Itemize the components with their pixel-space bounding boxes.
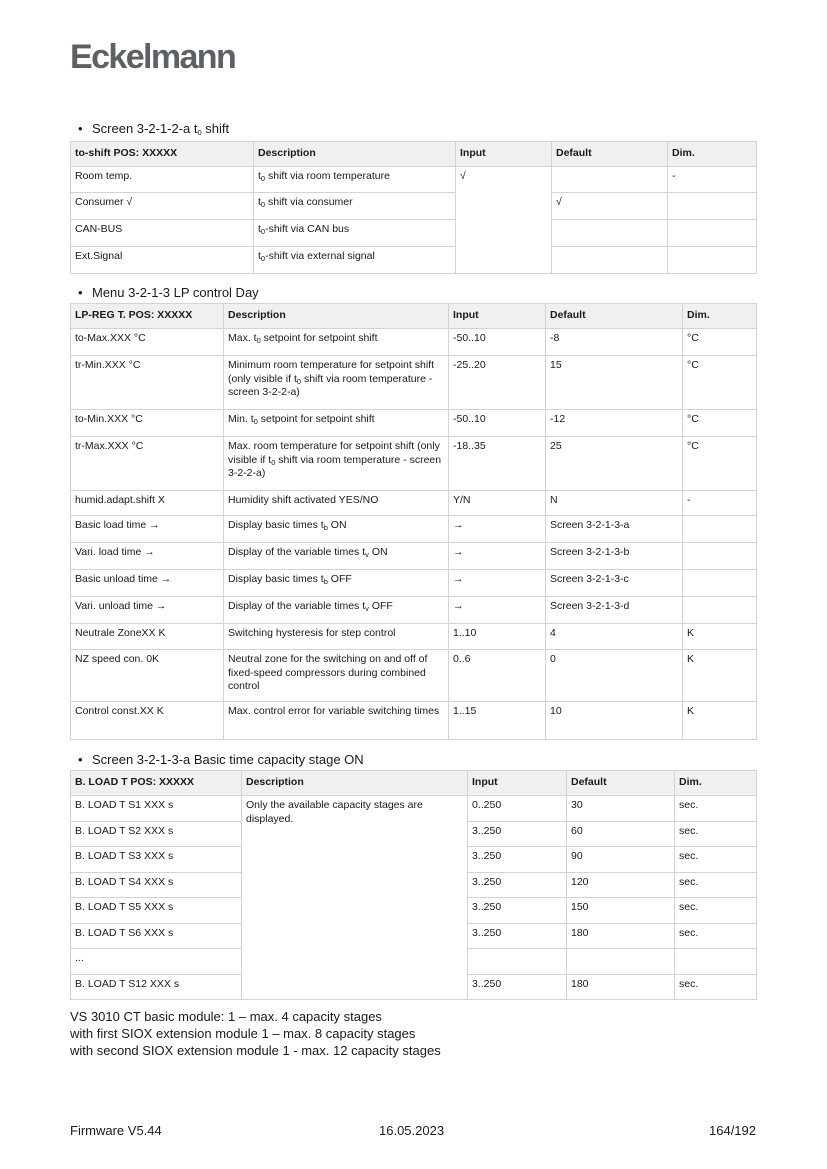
description-subscript: 0 — [253, 417, 258, 426]
description-cell — [224, 624, 449, 650]
description-cell — [254, 247, 456, 274]
section-t0-shift — [70, 120, 756, 274]
dim-cell — [683, 597, 757, 624]
header-row — [71, 771, 757, 796]
dim-cell: °C — [683, 410, 757, 437]
basic-time-table — [70, 770, 757, 1000]
description-text: t — [258, 196, 261, 208]
column-header: B. LOAD T POS: XXXXX — [71, 771, 242, 796]
column-header: Description — [254, 142, 456, 167]
description-text: Humidity shift activated YES/NO — [228, 494, 379, 506]
dim-cell — [668, 247, 757, 274]
column-header: Dim. — [668, 142, 757, 167]
input-cell — [468, 949, 567, 975]
footer-page-number: 164/192 — [709, 1123, 756, 1138]
description-subscript: 0 — [260, 200, 266, 209]
parameter-cell: Basic load time → — [71, 516, 224, 543]
dim-cell: °C — [683, 329, 757, 356]
description-text: Max. control error for variable switching times — [228, 705, 440, 717]
table-row — [71, 624, 757, 650]
description-cell — [254, 220, 456, 247]
input-cell: -50..10 — [449, 410, 546, 437]
description-subscript: v — [365, 550, 369, 559]
default-cell — [552, 247, 668, 274]
parameter-cell: tr-Min.XXX °C — [71, 356, 224, 410]
default-cell — [552, 220, 668, 247]
description-cell — [224, 516, 449, 543]
default-cell: 150 — [567, 898, 675, 924]
default-cell: -12 — [546, 410, 683, 437]
parameter-cell: to-Min.XXX °C — [71, 410, 224, 437]
lp-control-table — [70, 303, 757, 740]
parameter-cell: ... — [71, 949, 242, 975]
default-cell: 0 — [546, 650, 683, 702]
description-cell — [224, 597, 449, 624]
description-text: Minimum room temperature for setpoint shift (only visible if t — [228, 359, 434, 385]
description-text: shift via room temperature - screen 3-2-2-a) — [228, 453, 442, 479]
section-heading: • Screen 3-2-1-2-a $t_0$ shift — [78, 121, 230, 137]
description-text: shift via room temperature - screen 3-2-2-a) — [228, 372, 433, 398]
column-header: Default — [552, 142, 668, 167]
parameter-cell: Neutrale ZoneXX K — [71, 624, 224, 650]
description-cell — [224, 329, 449, 356]
table-row — [71, 570, 757, 597]
column-header: Input — [468, 771, 567, 796]
dim-cell: - — [683, 491, 757, 516]
description-cell — [224, 410, 449, 437]
description-cell — [224, 650, 449, 702]
description-text: Display of the variable times t — [228, 546, 366, 558]
default-cell: 90 — [567, 847, 675, 873]
input-cell: -18..35 — [449, 437, 546, 491]
column-header: Input — [456, 142, 552, 167]
default-cell: 10 — [546, 702, 683, 740]
description-text: -shift via CAN bus — [265, 223, 350, 235]
description-text: Neutral zone for the switching on and off of fixed-speed compressors during combined control — [228, 653, 428, 692]
description-cell — [254, 193, 456, 220]
description-text: setpoint for setpoint shift — [260, 332, 378, 344]
input-cell: → — [449, 597, 546, 624]
table-row — [71, 193, 757, 220]
dim-cell: K — [683, 624, 757, 650]
eckelmann-logo: Eckelmann — [70, 38, 236, 76]
parameter-cell: Vari. load time → — [71, 543, 224, 570]
description-text: Display of the variable times t — [228, 600, 366, 612]
table-row — [71, 796, 757, 822]
default-cell: 15 — [546, 356, 683, 410]
parameter-cell: Ext.Signal — [71, 247, 254, 274]
header-row — [71, 304, 757, 329]
description-subscript: 0 — [260, 227, 266, 236]
dim-cell — [675, 949, 757, 975]
description-text: Min. t — [228, 413, 254, 425]
default-cell: 25 — [546, 437, 683, 491]
section-heading: • Screen 3-2-1-3-a Basic time capacity stage ON — [78, 752, 364, 767]
parameter-cell: Basic unload time → — [71, 570, 224, 597]
description-text: shift via consumer — [265, 196, 353, 208]
dim-cell: sec. — [675, 872, 757, 898]
default-cell: Screen 3-2-1-3-a — [546, 516, 683, 543]
description-text: -shift via external signal — [265, 250, 375, 262]
default-cell — [552, 167, 668, 193]
default-cell — [567, 949, 675, 975]
dim-cell — [683, 516, 757, 543]
default-cell: Screen 3-2-1-3-d — [546, 597, 683, 624]
input-cell: 1..15 — [449, 702, 546, 740]
default-cell: 60 — [567, 821, 675, 847]
section-heading: • Menu 3-2-1-3 LP control Day — [78, 285, 259, 300]
input-cell: 3..250 — [468, 898, 567, 924]
description-text: ON — [327, 519, 347, 531]
table-row — [71, 650, 757, 702]
parameter-cell: Control const.XX K — [71, 702, 224, 740]
header-row — [71, 142, 757, 167]
column-header: to-shift POS: XXXXX — [71, 142, 254, 167]
parameter-cell: B. LOAD T S2 XXX s — [71, 821, 242, 847]
default-cell: √ — [552, 193, 668, 220]
footer-date: 16.05.2023 — [379, 1123, 445, 1138]
default-cell: 120 — [567, 872, 675, 898]
description-text: Switching hysteresis for step control — [228, 627, 396, 639]
parameter-cell: humid.adapt.shift X — [71, 491, 224, 516]
table-row — [71, 702, 757, 740]
description-cell — [224, 356, 449, 410]
parameter-cell: Room temp. — [71, 167, 254, 193]
parameter-cell: NZ speed con. 0K — [71, 650, 224, 702]
default-cell: -8 — [546, 329, 683, 356]
input-cell: 0..6 — [449, 650, 546, 702]
column-header: Default — [546, 304, 683, 329]
description-subscript: b — [323, 577, 328, 586]
parameter-cell: Vari. unload time → — [71, 597, 224, 624]
dim-cell: K — [683, 702, 757, 740]
parameter-cell: to-Max.XXX °C — [71, 329, 224, 356]
description-text: t — [258, 250, 261, 262]
t0-shift-table — [70, 141, 757, 274]
dim-cell: sec. — [675, 974, 757, 1000]
default-cell: 4 — [546, 624, 683, 650]
parameter-cell: tr-Max.XXX °C — [71, 437, 224, 491]
table-row — [71, 247, 757, 274]
description-text: Display basic times t — [228, 519, 324, 531]
description-text: OFF — [327, 573, 352, 585]
description-cell — [254, 167, 456, 193]
note-line: VS 3010 CT basic module: 1 – max. 4 capacity stages — [70, 1009, 382, 1024]
footer-firmware: Firmware V5.44 — [70, 1123, 162, 1138]
description-text: Display basic times t — [228, 573, 324, 585]
input-cell: -50..10 — [449, 329, 546, 356]
table-row — [71, 167, 757, 193]
input-cell: → — [449, 543, 546, 570]
table-row — [71, 437, 757, 491]
capacity-stage-notes — [70, 1008, 441, 1059]
input-cell: -25..20 — [449, 356, 546, 410]
parameter-cell: B. LOAD T S6 XXX s — [71, 923, 242, 949]
default-cell: 30 — [567, 796, 675, 822]
parameter-cell: B. LOAD T S1 XXX s — [71, 796, 242, 822]
parameter-cell: B. LOAD T S12 XXX s — [71, 974, 242, 1000]
column-header: LP-REG T. POS: XXXXX — [71, 304, 224, 329]
note-line: with first SIOX extension module 1 – max. 8 capacity stages — [70, 1026, 416, 1041]
column-header: Default — [567, 771, 675, 796]
description-cell — [224, 702, 449, 740]
column-header: Dim. — [675, 771, 757, 796]
description-text: t — [258, 223, 261, 235]
input-cell: → — [449, 516, 546, 543]
table-row — [71, 543, 757, 570]
description-subscript: 0 — [256, 336, 261, 345]
note-line: with second SIOX extension module 1 - max. 12 capacity stages — [70, 1043, 441, 1058]
dim-cell — [668, 220, 757, 247]
default-cell: Screen 3-2-1-3-b — [546, 543, 683, 570]
dim-cell: sec. — [675, 821, 757, 847]
input-cell: 0..250 — [468, 796, 567, 822]
column-header: Description — [224, 304, 449, 329]
parameter-cell: B. LOAD T S4 XXX s — [71, 872, 242, 898]
dim-cell: sec. — [675, 796, 757, 822]
dim-cell: sec. — [675, 898, 757, 924]
dim-cell: sec. — [675, 847, 757, 873]
parameter-cell: CAN-BUS — [71, 220, 254, 247]
dim-cell — [683, 543, 757, 570]
parameter-cell: B. LOAD T S3 XXX s — [71, 847, 242, 873]
section-lp-control-day — [70, 284, 756, 740]
input-cell: 3..250 — [468, 847, 567, 873]
dim-cell: - — [668, 167, 757, 193]
description-cell — [224, 570, 449, 597]
input-cell: √ — [456, 167, 552, 274]
description-cell: Only the available capacity stages are displayed. — [242, 796, 468, 1000]
description-cell — [224, 437, 449, 491]
description-text: Max. room temperature for setpoint shift (only visible if t — [228, 440, 440, 466]
column-header: Description — [242, 771, 468, 796]
default-cell: N — [546, 491, 683, 516]
dim-cell — [668, 193, 757, 220]
description-subscript: 0 — [260, 174, 266, 183]
column-header: Input — [449, 304, 546, 329]
dim-cell: °C — [683, 437, 757, 491]
parameter-cell: B. LOAD T S5 XXX s — [71, 898, 242, 924]
description-cell — [224, 543, 449, 570]
parameter-cell: Consumer √ — [71, 193, 254, 220]
input-cell: 3..250 — [468, 923, 567, 949]
dim-cell: sec. — [675, 923, 757, 949]
description-text: shift via room temperature — [265, 170, 390, 182]
table-row — [71, 220, 757, 247]
default-cell: Screen 3-2-1-3-c — [546, 570, 683, 597]
description-text: Max. t — [228, 332, 257, 344]
table-row — [71, 410, 757, 437]
default-cell: 180 — [567, 974, 675, 1000]
description-subscript: v — [365, 604, 369, 613]
table-row — [71, 597, 757, 624]
dim-cell — [683, 570, 757, 597]
table-row — [71, 516, 757, 543]
input-cell: → — [449, 570, 546, 597]
input-cell: Y/N — [449, 491, 546, 516]
description-cell — [224, 491, 449, 516]
column-header: Dim. — [683, 304, 757, 329]
section-basic-time-capacity — [70, 751, 756, 1000]
description-text: OFF — [368, 600, 393, 612]
dim-cell: K — [683, 650, 757, 702]
dim-cell: °C — [683, 356, 757, 410]
description-subscript: 0 — [296, 376, 302, 386]
input-cell: 3..250 — [468, 872, 567, 898]
description-subscript: b — [323, 523, 328, 532]
table-row — [71, 329, 757, 356]
table-row — [71, 491, 757, 516]
description-subscript: 0 — [271, 457, 276, 467]
default-cell: 180 — [567, 923, 675, 949]
description-text: setpoint for setpoint shift — [257, 413, 375, 425]
input-cell: 3..250 — [468, 821, 567, 847]
description-text: ON — [368, 546, 388, 558]
description-text: t — [258, 170, 261, 182]
input-cell: 1..10 — [449, 624, 546, 650]
input-cell: 3..250 — [468, 974, 567, 1000]
description-subscript: 0 — [260, 254, 266, 263]
table-row — [71, 356, 757, 410]
